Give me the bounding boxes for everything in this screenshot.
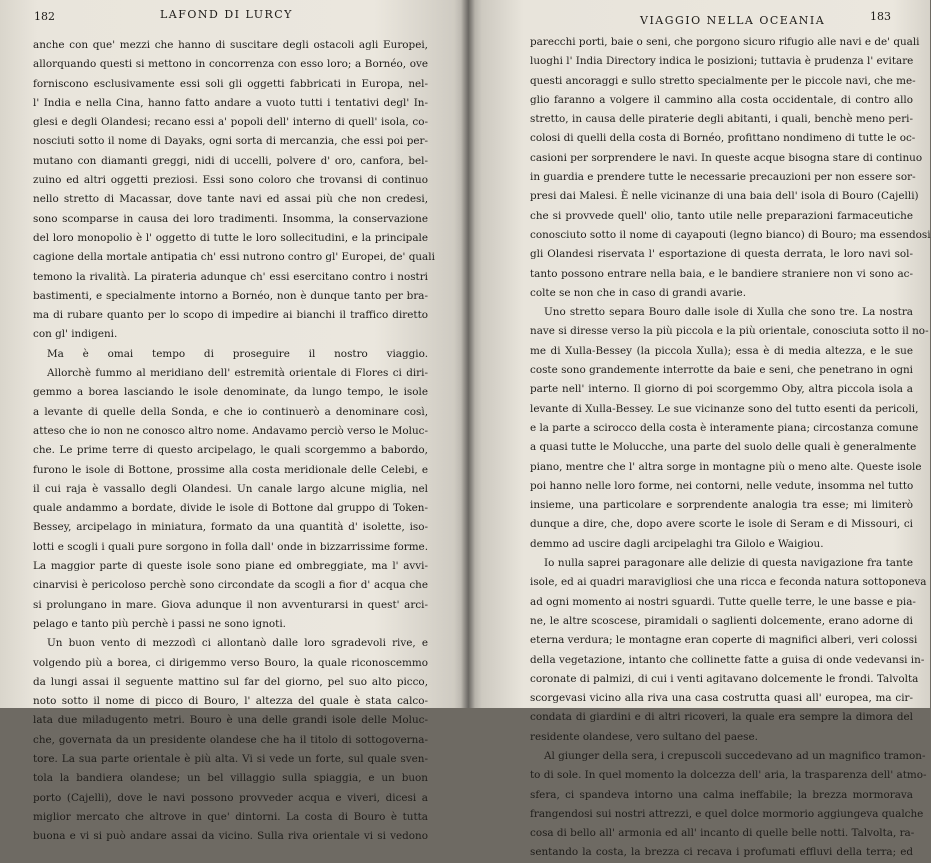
text-line: ma di rubare quanto per lo scopo di impedire ai bianchi il traffico diretto (33, 309, 428, 322)
text-line: sono scomparse in causa dei loro tradimenti. Insomma, la conservazione (33, 212, 428, 225)
left-page (0, 0, 468, 843)
text-line: porto (Cajelli), dove le navi possono provveder acqua e viveri, dicesi a (33, 791, 428, 804)
text-line: stretto, in causa delle piraterie degli abitanti, i quali, benchè meno peri- (530, 113, 913, 126)
text-line: colte se non che in caso di grandi avarie. (530, 286, 747, 299)
text-line: con gl' indigeni. (33, 328, 118, 341)
text-line: tola la bandiera olandese; un bel villaggio sulla spiaggia, e un buon (33, 772, 428, 785)
text-line: furono le isole di Bottone, prossime alla costa meridionale delle Celebi, e (33, 463, 428, 476)
right-running-head: VIAGGIO NELLA OCEANIA (640, 14, 826, 27)
text-line: nello stretto di Macassar, dove tante navi ed assai più che non credesi, (33, 193, 428, 206)
text-line: tore. La sua parte orientale è più alta. Vi si vede un forte, sul quale sven- (33, 752, 428, 765)
text-line: e la parte a scirocco della costa è interamente piana; circostanza comune (530, 421, 919, 434)
text-line: che. Le prime terre di questo arcipelago, le quali scorgemmo a babordo, (33, 444, 428, 457)
text-line: allorquando questi si mettono in concorrenza con esso loro; a Bornéo, ove (33, 58, 428, 71)
text-line: insieme, una particolare e sorprendente analogia tra esse; mi limiterò (530, 499, 913, 512)
text-line: cinarvisi è pericoloso perchè sono circondate da scogli a fior d' acqua che (33, 579, 428, 592)
book-gutter (461, 0, 475, 708)
text-line: poi hanno nelle loro forme, nei contorni, nelle vedute, insomma nel tutto (530, 479, 914, 492)
text-line: nosciuti sotto il nome di Dayaks, ogni sorta di mercanzia, che essi poi per- (33, 135, 428, 148)
text-line: ne, le altre scoscese, piramidali o saglienti dolcemente, erano adorne di (530, 614, 913, 627)
text-line: to di sole. In quel momento la dolcezza dell' aria, la trasparenza dell' atmo- (530, 769, 927, 782)
text-line: della vegetazione, intanto che collinette fatte a guisa di onde vedevansi in- (530, 653, 925, 666)
text-line: presi dai Malesi. È nelle vicinanze di una baia dell' isola di Bouro (Cajelli) (530, 190, 919, 203)
text-line: noto sotto il nome di picco di Bouro, l' altezza del quale è stata calco- (33, 695, 428, 708)
text-line: volgendo più a borea, ci dirigemmo verso Bouro, la quale riconoscemmo (33, 656, 428, 669)
text-line: glesi e degli Olandesi; recano essi a' popoli dell' interno di quell' isola, co- (33, 116, 428, 129)
text-line: gli Olandesi riservata l' esportazione di questa derrata, le loro navi sol- (530, 248, 913, 261)
text-line: ad ogni momento ai nostri sguardi. Tutte quelle terre, le une basse e pia- (530, 595, 916, 608)
text-line: che si provvede quell' olio, tanto utile nelle preparazioni farmaceutiche (530, 209, 913, 222)
text-line: tanto possono entrare nella baia, e le bandiere straniere non vi sono ac- (530, 267, 913, 280)
text-line: buona e vi si può andare assai da vicino. Sulla riva orientale vi si vedono (33, 830, 428, 843)
text-line: Uno stretto separa Bouro dalle isole di Xulla che sono tre. La nostra (544, 306, 913, 319)
right-page-text (530, 33, 931, 863)
text-line: residente olandese, vero sultano del paese. (530, 730, 758, 743)
text-line: glio faranno a volgere il cammino alla costa occidentale, di contro allo (530, 93, 913, 106)
text-line: gemmo a borea lasciando le isole denominate, da lungo tempo, le isole (33, 386, 428, 399)
text-line: bastimenti, e specialmente intorno a Bornéo, non è dunque tanto per bra- (33, 289, 428, 302)
text-line: casioni per sorprendere le navi. In queste acque bisogna stare di continuo (530, 151, 923, 164)
text-line: lata due miladugento metri. Bouro è una delle grandi isole delle Moluc- (33, 714, 428, 727)
text-line: il cui raja è vassallo degli Olandesi. Un canale largo alcune miglia, nel (33, 482, 428, 495)
left-page-number: 182 (34, 10, 55, 23)
text-line: che, governata da un presidente olandese che ha il titolo di sottogoverna- (33, 733, 428, 746)
text-line: zuino ed altri oggetti preziosi. Essi sono coloro che trovansi di continuo (33, 174, 428, 187)
text-line: colosi di quelli della costa di Bornéo, profittano nondimeno di tutte le oc- (530, 132, 916, 145)
text-line: questi ancoraggi e sullo stretto specialmente per le piccole navi, che me- (530, 74, 916, 87)
text-line: Bessey, arcipelago in miniatura, formato da una quantità d' isolette, iso- (33, 521, 428, 534)
text-line: a levante di quelle della Sonda, e che io continuerò a denominare così, (33, 405, 428, 418)
text-line: cagione della mortale antipatia ch' essi nutrono contro gl' Europei, de' quali (33, 251, 435, 264)
text-line: parecchi porti, baie o seni, che porgono sicuro rifugio alle navi e de' quali (530, 36, 920, 48)
text-line: me di Xulla-Bessey (la piccola Xulla); essa è di media altezza, e le sue (530, 344, 913, 357)
text-line: l' India e nella Cina, hanno fatto andare a vuoto tutti i tentativi degl' In- (33, 96, 428, 109)
text-line: dunque a dire, che, dopo avere scorte le isole di Seram e di Missouri, ci (530, 518, 913, 531)
text-line: luoghi l' India Directory indica le posizioni; tuttavia è prudenza l' evitare (530, 55, 914, 68)
text-line: atteso che io non ne conosco altro nome. Andavamo perciò verso le Moluc- (33, 424, 428, 437)
right-page-number: 183 (870, 10, 891, 23)
text-line: pelago e tanto più perchè i passi ne sono ignoti. (33, 617, 286, 630)
text-line: scorgevasi vicino alla riva una casa costrutta quasi all' europea, ma cir- (530, 692, 913, 705)
text-line: frangendosi sui nostri attrezzi, e quel dolce mormorio aggiungeva qualche (530, 807, 924, 820)
left-running-head: LAFOND DI LURCY (160, 8, 293, 21)
text-line: quale andammo a bordate, divide le isole di Bottone dal gruppo di Token- (33, 502, 428, 515)
text-line: temono la rivalità. La pirateria adunque ch' essi esercitano contro i nostri (33, 270, 428, 283)
text-line: parte nell' interno. Il giorno di poi scorgemmo Oby, altra piccola isola a (530, 383, 913, 396)
text-line: Un buon vento di mezzodì ci allontanò dalle loro sgradevoli rive, e (47, 637, 428, 650)
text-line: La maggior parte di queste isole sono piane ed ombreggiate, ma l' avvi- (33, 560, 428, 573)
text-line: isole, ed ai quadri maravigliosi che una ricca e feconda natura sottoponeva (530, 576, 927, 589)
text-line: sfera, ci spandeva intorno una calma ineffabile; la brezza mormorava (530, 788, 913, 801)
text-line: coste sono grandemente interrotte da baie e seni, che penetrano in ogni (530, 364, 913, 377)
text-line: Al giunger della sera, i crepuscoli succedevano ad un magnifico tramon- (544, 749, 926, 762)
text-line: sentando la costa, la brezza ci recava i profumati effluvi della terra; ed (530, 846, 913, 859)
text-line: si prolungano in mare. Giova adunque il non avventurarsi in quest' arci- (33, 598, 428, 611)
text-line: condata di giardini e di altri ricoveri, la quale era sempre la dimora del (530, 711, 913, 724)
text-line: in guardia e prendere tutte le necessarie precauzioni per non essere sor- (530, 171, 916, 184)
right-page (468, 0, 931, 859)
text-line: miglior mercato che altrove in que' dintorni. La costa di Bouro è tutta (33, 810, 428, 823)
text-line: eterna verdura; le montagne eran coperte di magnifici alberi, veri colossi (530, 634, 918, 647)
text-line: conosciuto sotto il nome di cayapouti (legno bianco) di Bouro; ma essendosi (530, 228, 931, 241)
text-line: forniscono esclusivamente essi soli gli oggetti fabbricati in Europa, nel- (33, 77, 428, 90)
text-line: coronate di palmizi, di cui i venti agitavano dolcemente le frondi. Talvolta (530, 672, 919, 685)
text-line: demmo ad uscire dagli arcipelaghi tra Gilolo e Waigiou. (530, 537, 824, 550)
text-line: lotti e scogli i quali pure sorgono in folla dall' onde in bizzarrissime forme. (33, 540, 428, 553)
text-line: Io nulla saprei paragonare alle delizie di questa navigazione fra tante (544, 557, 913, 570)
text-line: levante di Xulla-Bessey. Le sue vicinanze sono del tutto esenti da pericoli, (530, 402, 919, 415)
text-line: del loro monopolio è l' oggetto di tutte le loro sollecitudini, e la principale (33, 231, 428, 244)
text-line: Ma è omai tempo di proseguire il nostro viaggio. (47, 347, 428, 360)
left-page-text (33, 36, 435, 846)
text-line: anche con que' mezzi che hanno di suscitare degli ostacoli agli Europei, (33, 39, 428, 51)
text-line: piano, mentre che l' altra sorge in montagne più o meno alte. Queste isole (530, 460, 922, 473)
text-line: cosa di bello all' armonia ed all' incanto di quelle belle notti. Talvolta, ra- (530, 827, 915, 840)
text-line: da lungi assai il seguente mattino sul far del giorno, pel suo alto picco, (33, 675, 428, 688)
text-line: a quasi tutte le Molucche, una parte del suolo delle quali è generalmente (530, 441, 917, 454)
text-line: Allorchè fummo al meridiano dell' estremità orientale di Flores ci diri- (47, 367, 428, 380)
text-line: nave si diresse verso la più piccola e la più orientale, conosciuta sotto il no- (530, 325, 929, 338)
text-line: mutano con diamanti greggi, nidi di uccelli, polvere d' oro, canfora, bel- (33, 154, 428, 167)
